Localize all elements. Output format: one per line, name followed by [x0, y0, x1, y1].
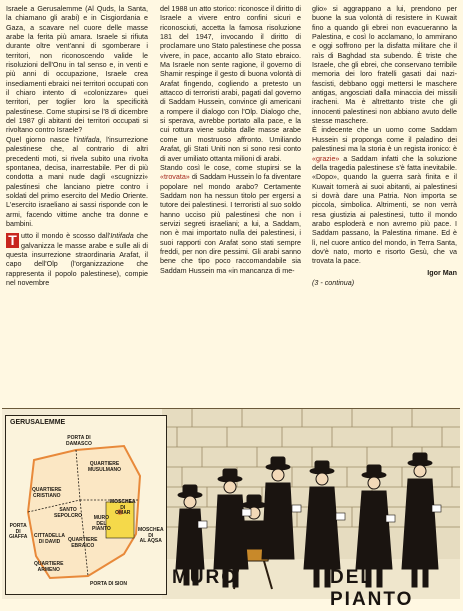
text-run: che galvanizza le masse arabe e sulle ali di questa insurrezione straordinaria Arafat, il capo dell'Olp (l'organizzazione che rappresenta il popolo palestinese), compie nel novembre	[6, 232, 149, 287]
article-column-3	[312, 5, 457, 288]
map-label-porta-damasco: PORTA DI DAMASCO	[66, 435, 92, 447]
paragraph: glio» si aggrappano a lui, prendono per buone la sua volontà di resistere in Kuwait fino a quando gli ebrei non evacueranno la Palestina, e così lo acclamano, lo ammirano e oggi soffrono per la disfatta militare che il raìs di Baghdad sta subendo. È triste che Israele, che gli ebrei, che conservano terribile memoria dei loro fratelli gasati dai nazi-fascisti, debbano oggi mettersi le maschere antigas, angosciati dalla minaccia dei missili iracheni. Ma è altrettanto triste che gli innocenti palestinesi non abbiano avuto delle stesse maschere.	[312, 5, 457, 126]
paragraph	[6, 232, 148, 288]
paragraph	[160, 164, 301, 276]
paragraph: Israele a Gerusalemme (Al Quds, la Santa, la chiamano gli arabi) e in Cisgiordania e Gaza, a scavare nel cuore delle masse arabe la ferita più amara. Israele si rifiuta durante oltre vent'anni di sgomberare i territori, non riconoscendo valide le risoluzioni dell'Onu in tal senso e, in venti e più anni di occupazione, Israele crea insediamenti ebraici nei territori occupati con il chiaro intento di «colonizzare» quei territori, per toglier loro la specificità palestinese. Come stupirsi se l'8 di dicembre del 1987 gli abitanti dei territori occupati si rivoltano contro Israele?	[6, 5, 148, 135]
map-label-porta-sion: PORTA DI SION	[90, 581, 127, 587]
jerusalem-map	[5, 415, 167, 595]
highlighted-word: «grazie»	[312, 154, 340, 163]
paragraph: del 1988 un atto storico: riconosce il diritto di Israele a vivere entro confini sicuri e riconosciuti, accetta la famosa risoluzione 181 del 1947, invocando il diritto di proclamare uno Stato palestinese che possa vivere, in pace, accanto allo Stato ebraico. Ma Israele non sente ragione, il governo di Shamir respinge il gesto di buona volontà di Arafat fingendo, cogliendo a pretesto un attacco di terroristi arabi, pagati dal governo di Saddam Hussein, convince gli americani a rompere il dialogo con l'Olp. Dialogo che, si sperava, avrebbe portato alla pace, e la cui rottura viene subita dalle masse arabe come un mostruoso affronto. Umiliando Arafat, gli Stati Uniti non si sono resi conto di aver umiliato ottanta milioni di arabi.	[160, 5, 301, 163]
map-label-quartiere-armeno: QUARTIERE ARMENO	[34, 561, 64, 573]
map-label-moschea-al-aqsa: MOSCHEA DI AL AQSA	[138, 527, 164, 545]
map-label-quartiere-musulmano: QUARTIERE MUSULMANO	[88, 461, 122, 473]
paragraph	[312, 126, 457, 266]
caption-del-pianto: DEL PIANTO	[330, 567, 414, 610]
paragraph	[6, 136, 148, 229]
highlighted-word: «trovata»	[160, 173, 190, 182]
map-label-santo-sepolcro: SANTO SEPOLCRO	[54, 507, 83, 519]
map-label-porta-giaffa: PORTA DI GIAFFA	[9, 523, 28, 541]
text-run: , l'insurrezione palestinese che, al contrario di altri precedenti moti, si rivela subito una rivolta spontanea, decisa, inarrestabile. Per di più condotta a mani nude dagli «scugnizzi» palestinesi che lanciano pietre contro i soldati del primo esercito del Medio Oriente. L'esercito israeliano ai sassi risponde con le armi, facendo vittime anche tra donne e bambini.	[6, 135, 148, 228]
intifada-term: intifada	[76, 135, 100, 144]
author-signature: Igor Man	[427, 268, 457, 277]
text-run: Stando così le cose, come stupirsi se la	[160, 163, 301, 172]
map-label-quartiere-ebraico: QUARTIERE EBRAICO	[68, 537, 98, 549]
text-run: a Saddam infatti che la soluzione della tragedia palestinese s'è fatta inevitabile. «Dopo», quando la guerra sarà finita e il Kuwait tornerà ai suoi abitanti, ai palestinesi si dovrà dare una Patria. Non importa se piccola, simbolica. Altrimenti, se non verrà resa giustizia ai palestinesi, tutto il mondo arabo esploderà e non avremo più pace. I Saddam passano, la Palestina rimane. Ed è lì, nel cuore antico del mondo, in Terra Santa, dov'è nato, morto e risorto Gesù, che va trovata la pace.	[312, 154, 457, 266]
text-run: utto il mondo è scosso dall'	[21, 232, 111, 241]
intifada-term: Intifada	[110, 232, 134, 241]
caption-muro: MURO	[172, 567, 239, 588]
text-run: Quel giorno nasce l'	[6, 135, 77, 144]
map-title: GERUSALEMME	[10, 419, 66, 426]
map-label-muro-del-pianto: MURO DEL PIANTO	[92, 515, 111, 533]
text-run: È indecente che un uomo come Saddam Hussein si proponga come il paladino dei palestinesi ma la storia è un regista ironico: è	[312, 126, 457, 154]
map-label-moschea-omar: MOSCHEA DI OMAR	[110, 499, 136, 517]
illustration-wailing-wall	[2, 408, 460, 610]
article-column-2	[160, 5, 301, 276]
continued-note: (3 - continua)	[312, 278, 355, 287]
drop-cap: T	[6, 233, 19, 248]
article-column-1	[6, 5, 148, 288]
map-label-quartiere-cristiano: QUARTIERE CRISTIANO	[32, 487, 62, 499]
map-label-cittadella: CITTADELLA DI DAVID	[34, 533, 66, 545]
text-run: di Saddam Hussein lo fa diventare popolare nel mondo arabo? Certamente Saddam non ha nessun titolo per ergersi a tutore dei palestinesi. I terroristi al suo soldo hanno ucciso più palestinesi che non i servizi segreti israeliani; a lui, a Saddam, non è mai importato nulla dei palestinesi, i suoi rapporti con Arafat sono stati sempre freddi, per non dire pessimi. Gli arabi sanno bene che tipo poco raccomandabile sia Saddam Hussein ma «in mancanza di me-	[160, 173, 301, 275]
